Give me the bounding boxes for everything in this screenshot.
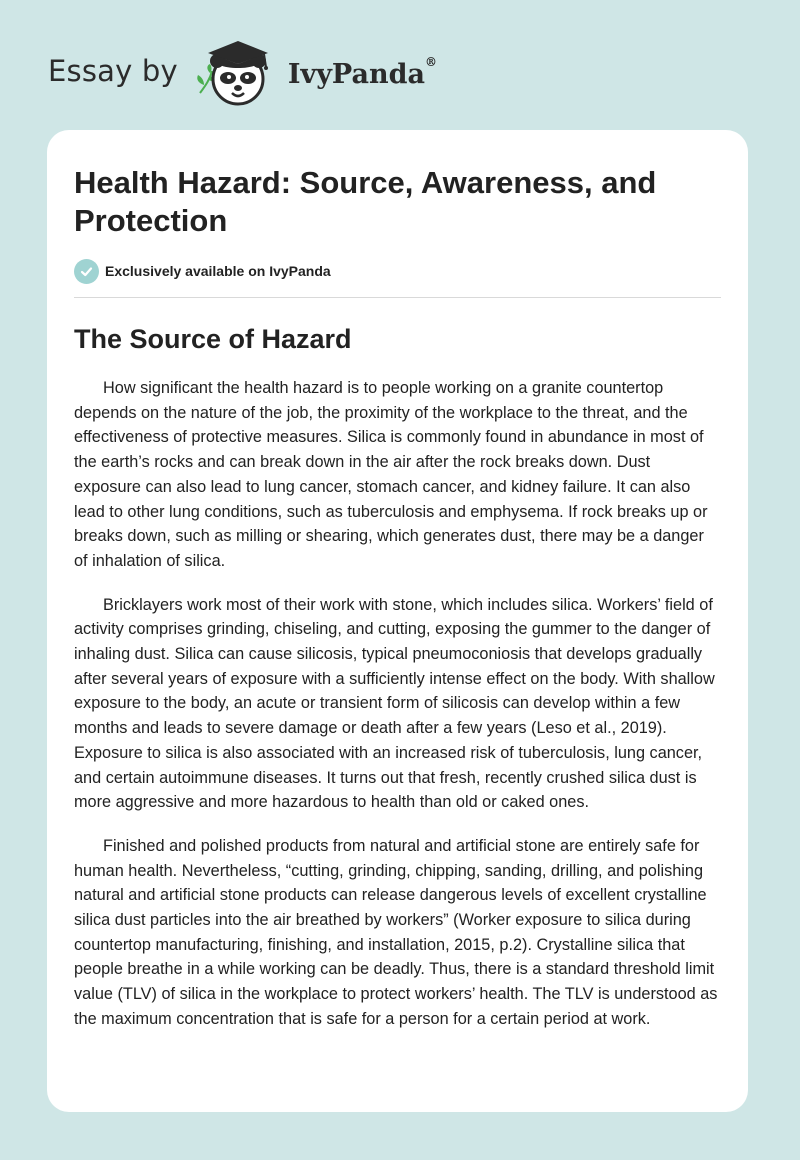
registered-mark: ®: [424, 54, 437, 69]
check-icon: [74, 259, 99, 284]
panda-logo-icon: [192, 35, 284, 107]
check-mark-icon: [79, 264, 94, 279]
brand-header[interactable]: [48, 36, 437, 106]
body-paragraph: Bricklayers work most of their work with stone, which includes silica. Workers’ field of activity comprises grinding, chiseling, and cutting, exposing the gummer to the danger of inhaling dust. Silica can cause silicosis, typical pneumoconiosis that develops gradually after several years of exposure with a sufficiently intense effect on the body. With shallow exposure to the body, an acute or transient form of silicosis can develop within a few months and leads to severe damage or death after a few years (Leso et al., 2019). Exposure to silica is also associated with an increased risk of tuberculosis, lung cancer, and certain autoimmune diseases. It turns out that fresh, recently crushed silica dust is more aggressive and more hazardous to health than old or caked ones.: [74, 595, 715, 812]
brand-name-text: IvyPanda: [287, 58, 425, 90]
ivypanda-wordmark: [287, 54, 437, 90]
body-paragraph: Finished and polished products from natural and artificial stone are entirely safe for human health. Nevertheless, “cutting, grinding, chipping, sanding, drilling, and polishing natural and artificial stone products can release dangerous levels of excellent crystalline silica dust particles into the air breathed by workers” (Worker exposure to silica during countertop manufacturing, finishing, and installation, 2015, p.2). Crystalline silica that people breathe in a while working can be deadly. Thus, there is a standard threshold limit value (TLV) of silica in the workplace to protect workers’ health. The TLV is understood as the maximum concentration that is safe for a person for a certain period at work.: [74, 836, 718, 1028]
essay-body: [74, 376, 721, 1032]
essay-card: [47, 130, 748, 1112]
exclusive-badge: [74, 258, 721, 284]
essay-title: Health Hazard: Source, Awareness, and Protection: [74, 165, 657, 238]
section-heading: The Source of Hazard: [74, 324, 352, 354]
body-paragraph: How significant the health hazard is to people working on a granite countertop depends on the nature of the job, the proximity of the workplace to the threat, and the effectiveness of protective measures. Silica is commonly found in abundance in most of the earth’s rocks and can break down in the air after the rock breaks down. Dust exposure can also lead to lung cancer, stomach cancer, and kidney failure. It can also lead to other lung conditions, such as tuberculosis and emphysema. If rock breaks up or breaks down, such as milling or shearing, which generates dust, there may be a danger of inhalation of silica.: [74, 379, 708, 570]
essay-by-label: Essay by: [48, 54, 178, 88]
exclusive-badge-text: Exclusively available on IvyPanda: [105, 263, 331, 279]
title-divider: [74, 297, 721, 298]
